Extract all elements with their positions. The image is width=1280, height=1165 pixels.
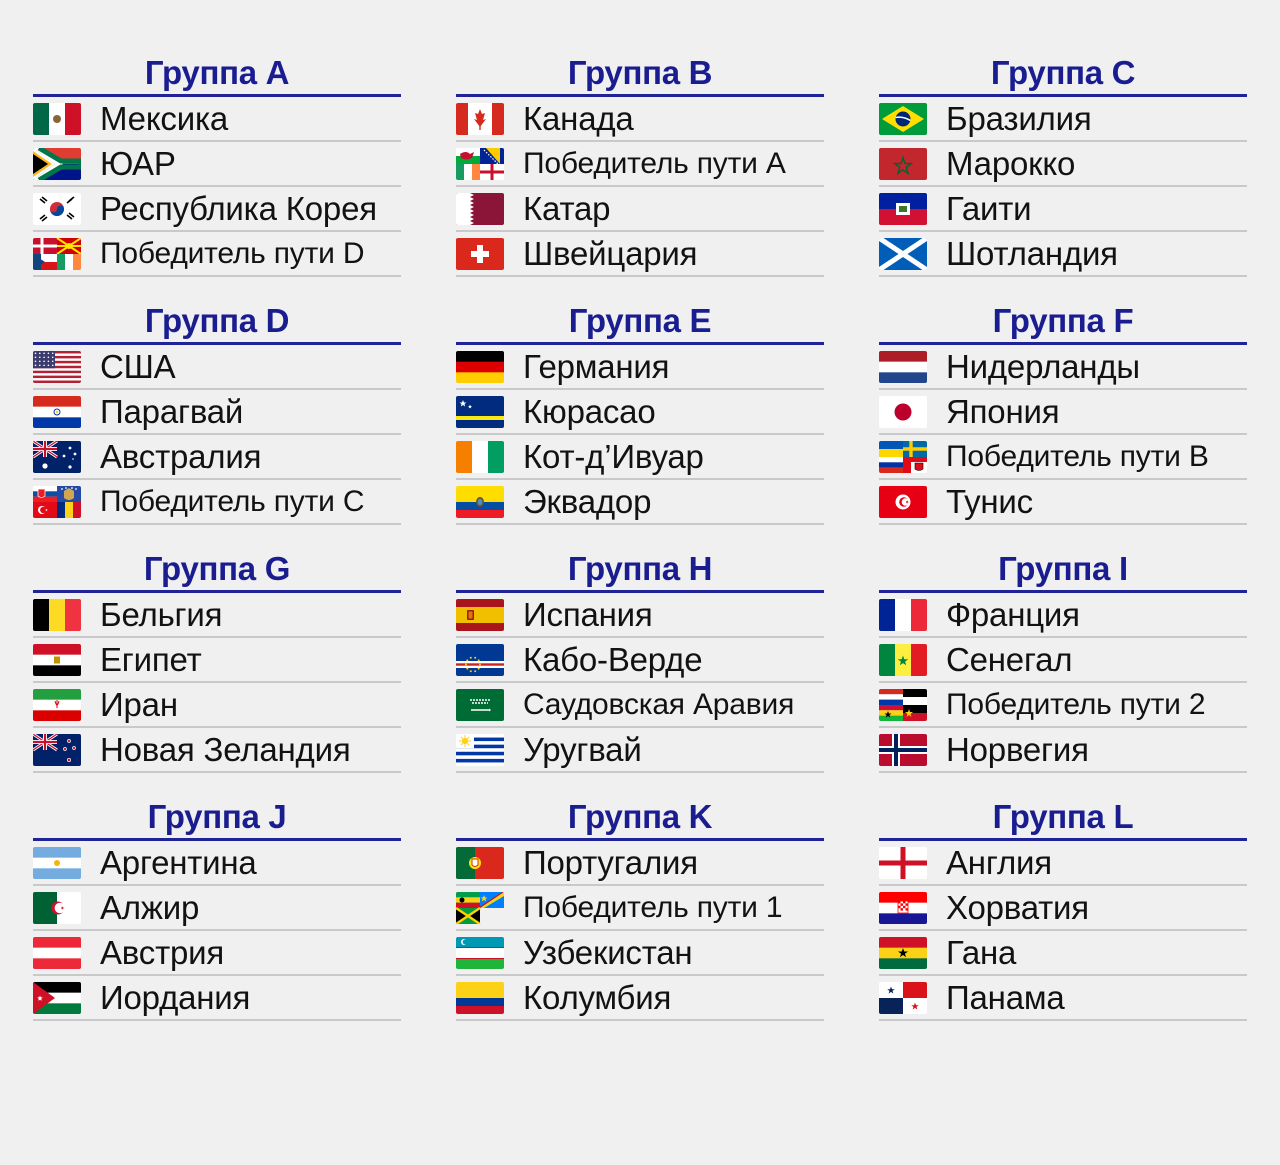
haiti-flag-icon [879, 193, 927, 225]
algeria-flag-icon [33, 892, 81, 924]
netherlands-flag-icon [879, 351, 927, 383]
group-card [879, 548, 1247, 773]
team-name: Саудовская Аравия [523, 687, 795, 721]
team-name: Гана [946, 933, 1017, 971]
mexico-flag-icon [33, 103, 81, 135]
group-title: Группа B [456, 52, 824, 97]
colombia-flag-icon [456, 982, 504, 1014]
team-name: Япония [946, 392, 1060, 430]
belgium-flag-icon [33, 599, 81, 631]
panama-flag-icon [879, 982, 927, 1014]
playoff-path-b-flags-icon [879, 441, 927, 473]
group-title: Группа J [33, 796, 401, 841]
team-name: Португалия [523, 843, 698, 881]
team-list [879, 97, 1247, 277]
saudi-arabia-flag-icon [456, 689, 504, 721]
team-name: Колумбия [523, 978, 672, 1016]
japan-flag-icon [879, 396, 927, 428]
south-africa-flag-icon [33, 148, 81, 180]
team-row [456, 97, 824, 142]
team-row [456, 886, 824, 931]
group-title: Группа G [33, 548, 401, 593]
group-card [879, 300, 1247, 525]
team-row [879, 886, 1247, 931]
canada-flag-icon [456, 103, 504, 135]
team-row [879, 232, 1247, 277]
team-name: Победитель пути B [946, 439, 1209, 473]
group-title: Группа E [456, 300, 824, 345]
group-title: Группа C [879, 52, 1247, 97]
team-list [879, 841, 1247, 1021]
team-name: Египет [100, 640, 202, 678]
team-row [456, 593, 824, 638]
team-row [33, 683, 401, 728]
group-title: Группа A [33, 52, 401, 97]
group-title: Группа F [879, 300, 1247, 345]
group-card [456, 52, 824, 277]
intercontinental-path-2-flags-icon [879, 689, 927, 721]
team-name: Тунис [946, 482, 1033, 520]
team-row [456, 345, 824, 390]
norway-flag-icon [879, 734, 927, 766]
team-name: Австрия [100, 933, 225, 971]
team-list [33, 841, 401, 1021]
team-name: Уругвай [523, 730, 642, 768]
team-name: Канада [523, 99, 634, 137]
team-list [456, 97, 824, 277]
team-row [33, 390, 401, 435]
team-list [33, 97, 401, 277]
ecuador-flag-icon [456, 486, 504, 518]
team-row [879, 345, 1247, 390]
team-row [879, 638, 1247, 683]
senegal-flag-icon [879, 644, 927, 676]
team-name: Иран [100, 685, 178, 723]
group-title: Группа D [33, 300, 401, 345]
team-name: Кабо-Верде [523, 640, 703, 678]
team-name: Алжир [100, 888, 200, 926]
group-card [456, 300, 824, 525]
team-row [456, 142, 824, 187]
team-row [33, 976, 401, 1021]
portugal-flag-icon [456, 847, 504, 879]
team-name: Австралия [100, 437, 262, 475]
team-row [879, 931, 1247, 976]
team-name: Узбекистан [523, 933, 693, 971]
team-name: Победитель пути 2 [946, 687, 1206, 721]
team-row [33, 638, 401, 683]
paraguay-flag-icon [33, 396, 81, 428]
intercontinental-path-1-flags-icon [456, 892, 504, 924]
scotland-flag-icon [879, 238, 927, 270]
groups-grid [33, 52, 1247, 1021]
team-row [33, 728, 401, 773]
team-row [456, 435, 824, 480]
team-row [879, 728, 1247, 773]
curacao-flag-icon [456, 396, 504, 428]
team-row [879, 187, 1247, 232]
team-name: Победитель пути 1 [523, 890, 783, 924]
team-row [33, 480, 401, 525]
team-row [879, 142, 1247, 187]
team-row [33, 593, 401, 638]
team-name: Сенегал [946, 640, 1073, 678]
uzbekistan-flag-icon [456, 937, 504, 969]
team-list [879, 593, 1247, 773]
team-name: Шотландия [946, 234, 1118, 272]
playoff-path-d-flags-icon [33, 238, 81, 270]
team-row [456, 232, 824, 277]
group-card [33, 300, 401, 525]
team-name: Республика Корея [100, 189, 377, 227]
team-list [456, 345, 824, 525]
team-name: Хорватия [946, 888, 1089, 926]
team-row [456, 638, 824, 683]
france-flag-icon [879, 599, 927, 631]
team-name: ЮАР [100, 144, 176, 182]
cape-verde-flag-icon [456, 644, 504, 676]
team-list [33, 593, 401, 773]
group-card [33, 796, 401, 1021]
team-row [879, 683, 1247, 728]
ghana-flag-icon [879, 937, 927, 969]
team-row [33, 841, 401, 886]
brazil-flag-icon [879, 103, 927, 135]
south-korea-flag-icon [33, 193, 81, 225]
team-row [456, 480, 824, 525]
team-row [456, 728, 824, 773]
team-name: Победитель пути C [100, 484, 365, 518]
team-row [879, 390, 1247, 435]
team-row [456, 841, 824, 886]
switzerland-flag-icon [456, 238, 504, 270]
team-row [879, 593, 1247, 638]
group-card [456, 796, 824, 1021]
spain-flag-icon [456, 599, 504, 631]
egypt-flag-icon [33, 644, 81, 676]
team-row [456, 683, 824, 728]
morocco-flag-icon [879, 148, 927, 180]
group-title: Группа H [456, 548, 824, 593]
austria-flag-icon [33, 937, 81, 969]
team-name: Швейцария [523, 234, 698, 272]
group-card [33, 548, 401, 773]
team-name: Норвегия [946, 730, 1089, 768]
team-row [33, 187, 401, 232]
team-row [33, 345, 401, 390]
team-name: Победитель пути D [100, 236, 365, 270]
team-row [33, 435, 401, 480]
group-card [456, 548, 824, 773]
team-name: Нидерланды [946, 347, 1140, 385]
team-name: Франция [946, 595, 1080, 633]
group-card [879, 796, 1247, 1021]
team-row [879, 841, 1247, 886]
group-title: Группа L [879, 796, 1247, 841]
germany-flag-icon [456, 351, 504, 383]
team-row [33, 931, 401, 976]
team-name: Англия [946, 843, 1052, 881]
team-name: Испания [523, 595, 653, 633]
group-title: Группа K [456, 796, 824, 841]
team-row [879, 480, 1247, 525]
team-row [879, 435, 1247, 480]
team-row [33, 97, 401, 142]
team-name: Мексика [100, 99, 229, 137]
team-row [456, 187, 824, 232]
team-row [456, 390, 824, 435]
qatar-flag-icon [456, 193, 504, 225]
team-name: США [100, 347, 176, 385]
team-name: Новая Зеландия [100, 730, 351, 768]
team-list [456, 593, 824, 773]
team-name: Катар [523, 189, 611, 227]
iran-flag-icon [33, 689, 81, 721]
new-zealand-flag-icon [33, 734, 81, 766]
group-card [879, 52, 1247, 277]
team-name: Германия [523, 347, 670, 385]
jordan-flag-icon [33, 982, 81, 1014]
team-name: Победитель пути A [523, 146, 786, 180]
croatia-flag-icon [879, 892, 927, 924]
team-name: Бразилия [946, 99, 1092, 137]
team-name: Бельгия [100, 595, 223, 633]
team-name: Панама [946, 978, 1065, 1016]
team-name: Парагвай [100, 392, 244, 430]
australia-flag-icon [33, 441, 81, 473]
team-name: Марокко [946, 144, 1076, 182]
team-row [33, 232, 401, 277]
uruguay-flag-icon [456, 734, 504, 766]
team-name: Аргентина [100, 843, 257, 881]
group-card [33, 52, 401, 277]
ivory-coast-flag-icon [456, 441, 504, 473]
group-title: Группа I [879, 548, 1247, 593]
playoff-path-a-flags-icon [456, 148, 504, 180]
team-name: Эквадор [523, 482, 652, 520]
team-row [879, 97, 1247, 142]
team-list [879, 345, 1247, 525]
team-list [33, 345, 401, 525]
team-row [456, 931, 824, 976]
team-row [879, 976, 1247, 1021]
usa-flag-icon [33, 351, 81, 383]
team-row [456, 976, 824, 1021]
argentina-flag-icon [33, 847, 81, 879]
team-name: Гаити [946, 189, 1032, 227]
team-list [456, 841, 824, 1021]
team-name: Иордания [100, 978, 251, 1016]
england-flag-icon [879, 847, 927, 879]
team-name: Кот-д’Ивуар [523, 437, 704, 475]
team-row [33, 142, 401, 187]
tunisia-flag-icon [879, 486, 927, 518]
team-row [33, 886, 401, 931]
team-name: Кюрасао [523, 392, 656, 430]
playoff-path-c-flags-icon [33, 486, 81, 518]
